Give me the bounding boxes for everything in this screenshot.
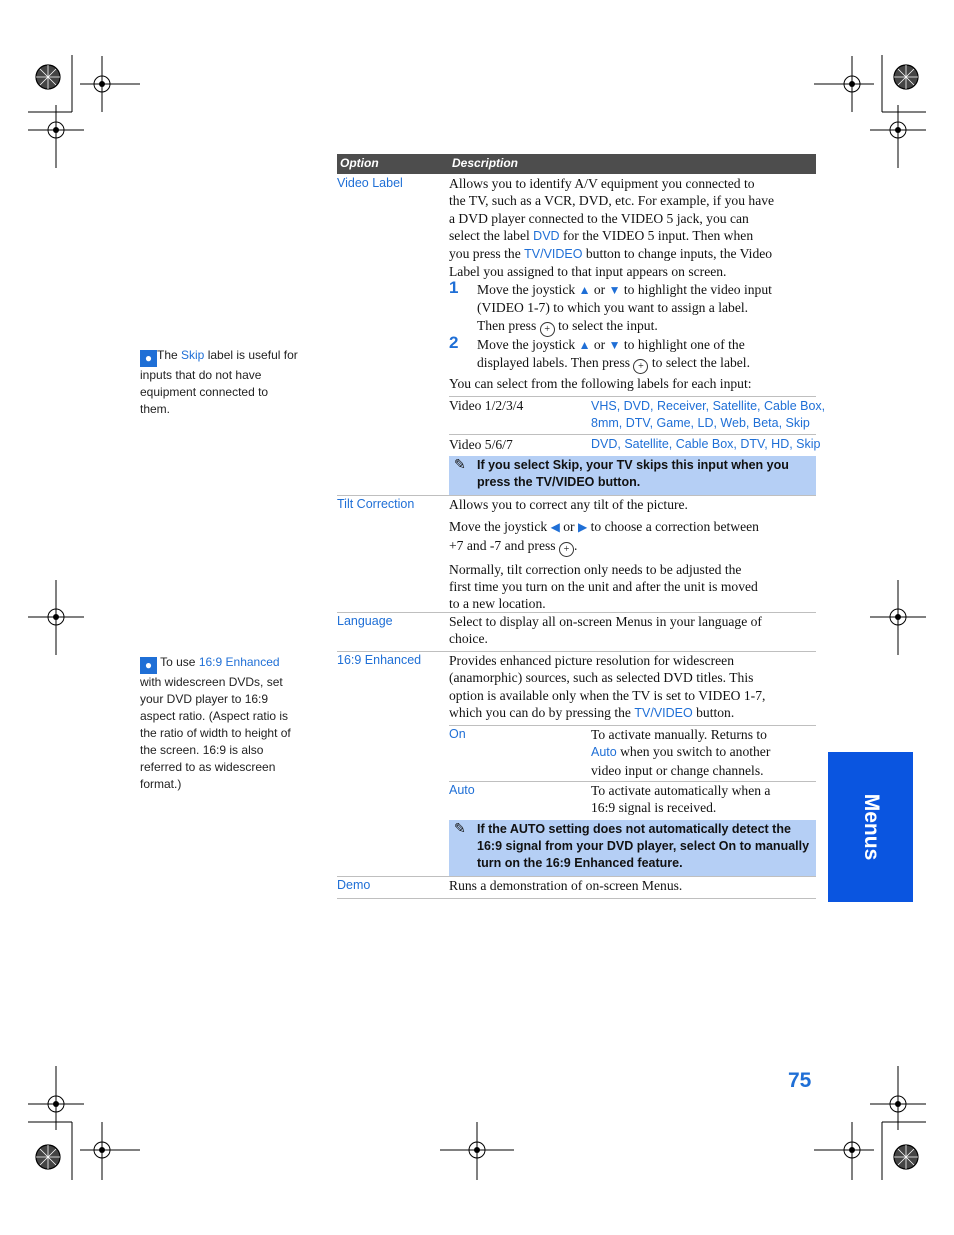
- tip-lightbulb-icon: ●: [140, 350, 157, 367]
- step-1-number: 1: [449, 278, 459, 297]
- labels-row-1-input: Video 1/2/3/4: [449, 398, 524, 413]
- labels-row-2-input: Video 5/6/7: [449, 437, 513, 452]
- section-tab-label: Menus: [859, 793, 883, 861]
- option-demo: Demo: [337, 878, 371, 892]
- arrow-up-icon: ▲: [578, 283, 591, 297]
- arrow-left-icon: ◀: [550, 520, 560, 535]
- auto-ref: Auto: [591, 745, 617, 760]
- page-number: 75: [788, 1069, 812, 1092]
- setting-on: On: [449, 727, 466, 741]
- option-language: Language: [337, 614, 393, 628]
- joystick-press-icon: +: [540, 322, 555, 337]
- dvd-label-ref: DVD: [533, 228, 560, 243]
- note-pencil-icon: ✎: [454, 456, 466, 472]
- option-16-9-enhanced: 16:9 Enhanced: [337, 653, 422, 667]
- language-description: Select to display all on-screen Menus in your language of choice.: [449, 614, 762, 647]
- option-video-label: Video Label: [337, 176, 403, 190]
- step-2-number: 2: [449, 333, 459, 352]
- arrow-right-icon: ▶: [577, 520, 588, 535]
- divider: [337, 898, 816, 899]
- note-skip: ✎ If you select Skip, your TV skips this input when you press the TV/VIDEO button.: [449, 456, 816, 495]
- arrow-down-icon: ▼: [608, 283, 621, 297]
- setting-auto-description: To activate automatically when a 16:9 signal is received.: [591, 783, 771, 816]
- section-tab-menus: [828, 752, 913, 902]
- setting-auto: Auto: [449, 783, 475, 797]
- tv-video-button-ref: TV/VIDEO: [524, 247, 583, 262]
- video-label-description: Allows you to identify A/V equipment you connected to the TV, such as a VCR, DVD, etc. For example, if you have a DVD player connected to the VIDEO 5 jack, you can select the label DVD for the VIDEO 5 input. Then when you press the TV/VIDEO button to change inputs, the Video Label you assigned to that input appears on screen.: [449, 176, 775, 280]
- option-tilt-correction: Tilt Correction: [337, 497, 415, 511]
- demo-description: Runs a demonstration of on-screen Menus.: [449, 878, 683, 893]
- joystick-press-icon: +: [633, 359, 648, 374]
- note-pencil-icon: ✎: [454, 820, 466, 836]
- table-header: [337, 154, 816, 174]
- labels-row-1-values: VHS, DVD, Receiver, Satellite, Cable Box, 8mm, DTV, Game, LD, Web, Beta, Skip: [591, 399, 826, 431]
- arrow-up-icon: ▲: [578, 338, 591, 352]
- tip-lightbulb-icon: ●: [140, 657, 157, 674]
- joystick-press-icon: +: [559, 542, 574, 557]
- header-option: Option: [340, 156, 379, 170]
- note-auto: ✎ If the AUTO setting does not automatically detect the 16:9 signal from your DVD player, select On to manually turn on the 16:9 Enhanced feature.: [449, 820, 816, 876]
- divider: [449, 434, 816, 435]
- labels-row-2-values: DVD, Satellite, Cable Box, DTV, HD, Skip: [591, 437, 821, 451]
- arrow-down-icon: ▼: [608, 338, 621, 352]
- setting-on-description: To activate manually. Returns to Auto when you switch to another video input or change channels.: [591, 727, 771, 778]
- tv-video-button-ref: TV/VIDEO: [634, 705, 693, 720]
- tip-16-9: ● To use 16:9 Enhanced with widescreen DVDs, set your DVD player to 16:9 aspect ratio. (Aspect ratio is the ratio of width to height of the screen. 16:9 is also referred to as widescreen format.): [140, 655, 291, 791]
- step-2-text: Move the joystick ▲ or ▼ to highlight one of the displayed labels. Then press + to select the label.: [477, 337, 750, 373]
- tip-skip: ● The Skip label is useful for inputs that do not have equipment connected to them.: [140, 348, 298, 416]
- tilt-description: Allows you to correct any tilt of the picture. Move the joystick ◀ or ▶ to choose a correction between +7 and -7 and press + . Normally, tilt correction only needs to be adjusted the first time you turn on the unit and after the unit is moved to a new location.: [449, 497, 759, 612]
- header-description: Description: [452, 156, 519, 170]
- enhanced-description: Provides enhanced picture resolution for widescreen (anamorphic) sources, such as selected DVD titles. This option is available only when the TV is set to VIDEO 1-7, which you can do by pressing the TV/VIDEO button.: [449, 653, 766, 720]
- labels-intro: You can select from the following labels for each input:: [449, 376, 752, 391]
- step-1-text: Move the joystick ▲ or ▼ to highlight the video input (VIDEO 1-7) to which you want to assign a label. Then press + to select the input.: [477, 282, 772, 335]
